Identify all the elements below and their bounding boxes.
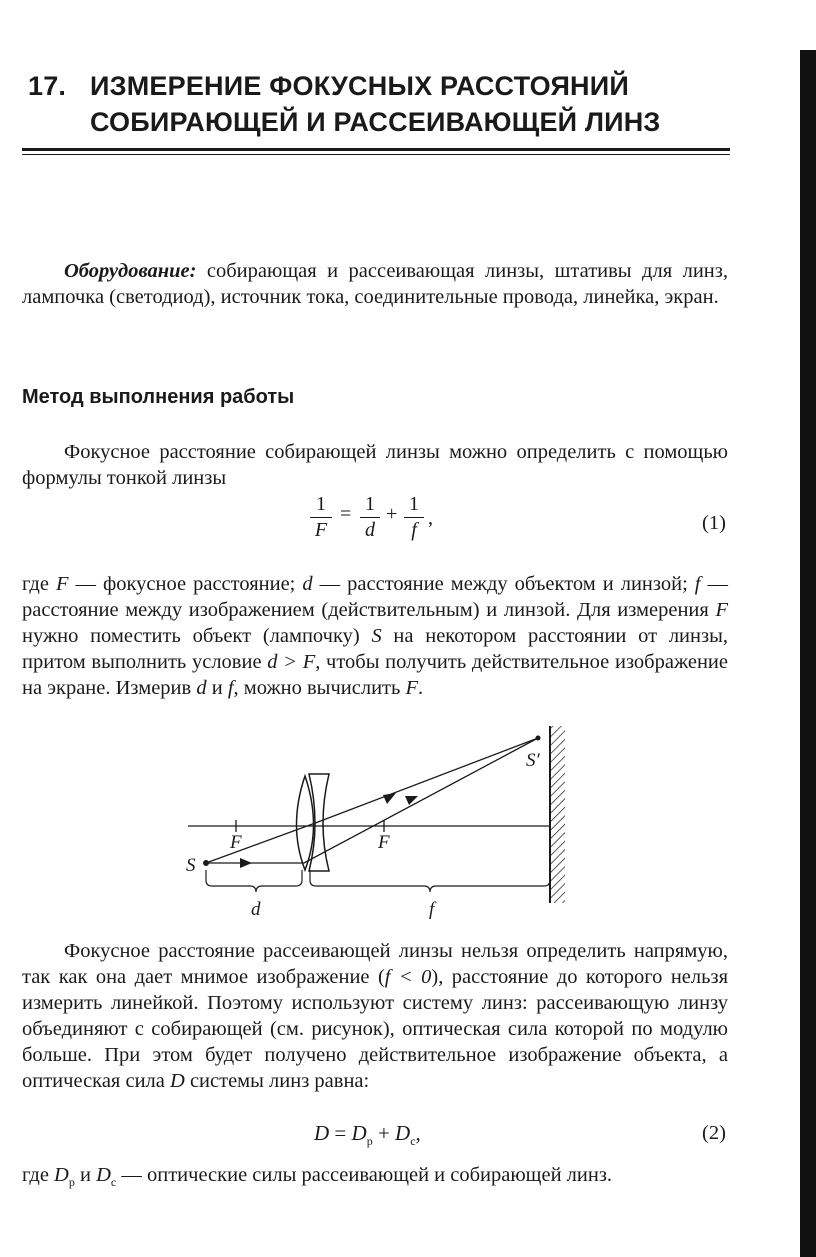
thin-lens-formula: 1 F = 1 d + 1 f , — [310, 493, 440, 555]
fraction-d: 1 d — [360, 493, 380, 541]
intro-paragraph: Фокусное расстояние собирающей линзы можно определить с помощью формулы тонкой линзы — [22, 441, 728, 489]
converging-lens — [297, 776, 314, 870]
label-focus-right: F — [378, 832, 390, 853]
equipment-label: Оборудование: — [64, 260, 197, 282]
arrow-2 — [383, 793, 396, 804]
brace-f — [310, 870, 550, 892]
equation-number-1: (1) — [702, 512, 726, 534]
closing-paragraph: где $D_р$ и $D_с$ — оптические силы рассеивающей и собирающей линз. — [22, 1164, 613, 1190]
title-rule-thin — [22, 154, 730, 155]
diverging-lens-paragraph: Фокусное расстояние рассеивающей линзы нельзя определить напрямую, так как она дает мнимое изображение (f < 0), расстояние до которого нельзя измерить линейкой. Поэтому используют систему линз: рассеивающую линзу объединяют с собирающей (см. рисунок), оптическая сила которой по модулю больше. При этом будет получено действительное изображение объекта, а оптическая сила D системы линз равна: — [22, 940, 728, 1092]
arrow-1 — [240, 858, 252, 868]
chapter-number: 17. — [28, 71, 67, 101]
lens-system-diagram — [170, 718, 590, 928]
label-focus-left: F — [230, 832, 242, 853]
screen-hatching — [551, 726, 565, 903]
label-image: S′ — [526, 750, 540, 771]
brace-d — [206, 870, 302, 892]
ray-through-center — [206, 738, 538, 863]
fraction-lhs: 1 F — [310, 493, 332, 541]
definitions-paragraph: где F — фокусное расстояние; d — расстояние между объектом и линзой; f — расстояние между изображением (действительным) и линзой. Для измерения F нужно поместить объект (лампочку) S на некотором расстоянии от линзы, притом выполнить условие d > F, чтобы получить действительное изображение на экране. Измерив d и f, можно вычислить F. — [22, 573, 729, 699]
label-distance-f: f — [429, 899, 435, 920]
label-source: S — [186, 855, 196, 876]
title-rule-thick — [22, 148, 730, 151]
image-point — [536, 736, 541, 741]
equipment-text: собирающая и рассеивающая линзы, штативы для линз, лампочка (светодиод), источник тока, соединительные провода, линейка, экран. — [22, 260, 728, 308]
method-heading: Метод выполнения работы — [22, 386, 295, 408]
fraction-f: 1 f — [404, 493, 424, 541]
chapter-title-line1: ИЗМЕРЕНИЕ ФОКУСНЫХ РАССТОЯНИЙ — [90, 71, 629, 101]
diverging-lens — [309, 774, 329, 871]
chapter-title-line2: СОБИРАЮЩЕЙ И РАССЕИВАЮЩЕЙ ЛИНЗ — [90, 107, 661, 137]
label-distance-d: d — [251, 899, 261, 920]
page-edge-bar — [800, 0, 816, 1257]
equation-number-2: (2) — [702, 1122, 726, 1144]
optical-power-formula: $D = D_р + D_с$, — [314, 1121, 421, 1149]
equipment-paragraph — [22, 258, 728, 310]
